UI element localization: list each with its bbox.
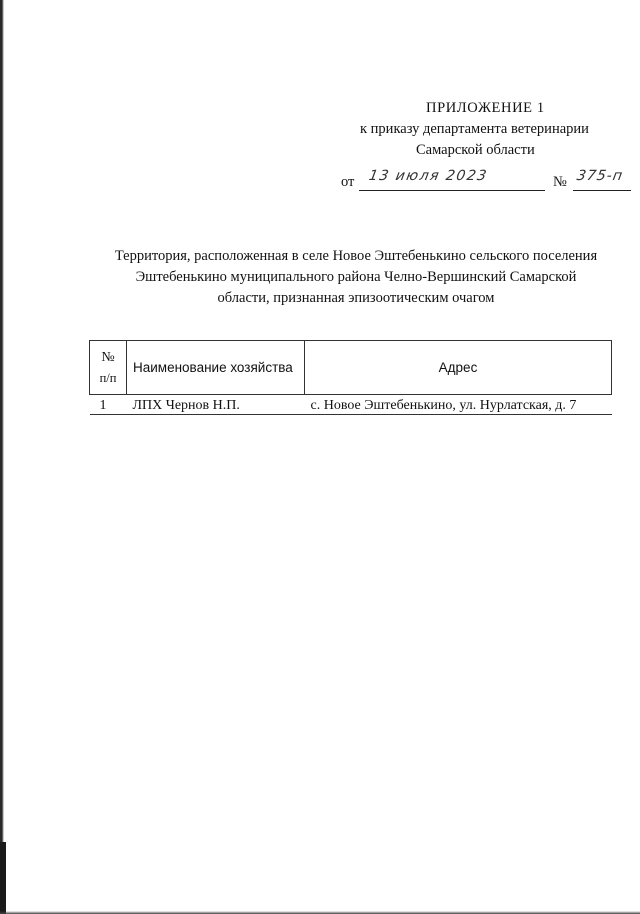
cell-name: ЛПХ Чернов Н.П. bbox=[127, 395, 305, 415]
header-num-pp: п/п bbox=[99, 370, 117, 385]
scan-edge-left-lower bbox=[0, 842, 6, 914]
document-heading bbox=[86, 246, 626, 309]
header-num bbox=[90, 341, 127, 395]
order-line bbox=[341, 168, 631, 194]
appendix-region: Самарской области bbox=[416, 142, 535, 158]
households-table bbox=[89, 340, 612, 415]
order-number-field bbox=[573, 168, 631, 191]
cell-num: 1 bbox=[90, 395, 127, 415]
order-date-field bbox=[359, 168, 545, 191]
order-from-label: от bbox=[341, 174, 355, 190]
heading-line: области, признанная эпизоотическим очагом bbox=[217, 290, 495, 306]
heading-line: Территория, расположенная в селе Новое Эштебенькино сельского поселения bbox=[114, 248, 598, 264]
order-number-label: № bbox=[553, 174, 567, 190]
appendix-title: ПРИЛОЖЕНИЕ 1 bbox=[426, 100, 545, 116]
header-num-sign: № bbox=[101, 349, 115, 365]
heading-line: Эштебенькино муниципального района Челно-Вершинский Самарской bbox=[135, 269, 577, 285]
appendix-block bbox=[330, 98, 630, 161]
appendix-to-order: к приказу департамента ветеринарии bbox=[360, 121, 589, 137]
order-date-handwritten: 13 июля 2023 bbox=[367, 168, 490, 184]
table-row bbox=[90, 395, 612, 415]
scan-edge-left bbox=[0, 0, 4, 914]
header-address: Адрес bbox=[305, 341, 612, 395]
order-number-handwritten: 375-п bbox=[575, 168, 625, 184]
table-header-row bbox=[90, 341, 612, 395]
cell-address: с. Новое Эштебенькино, ул. Нурлатская, д. 7 bbox=[305, 395, 612, 415]
header-name: Наименование хозяйства bbox=[127, 341, 305, 395]
